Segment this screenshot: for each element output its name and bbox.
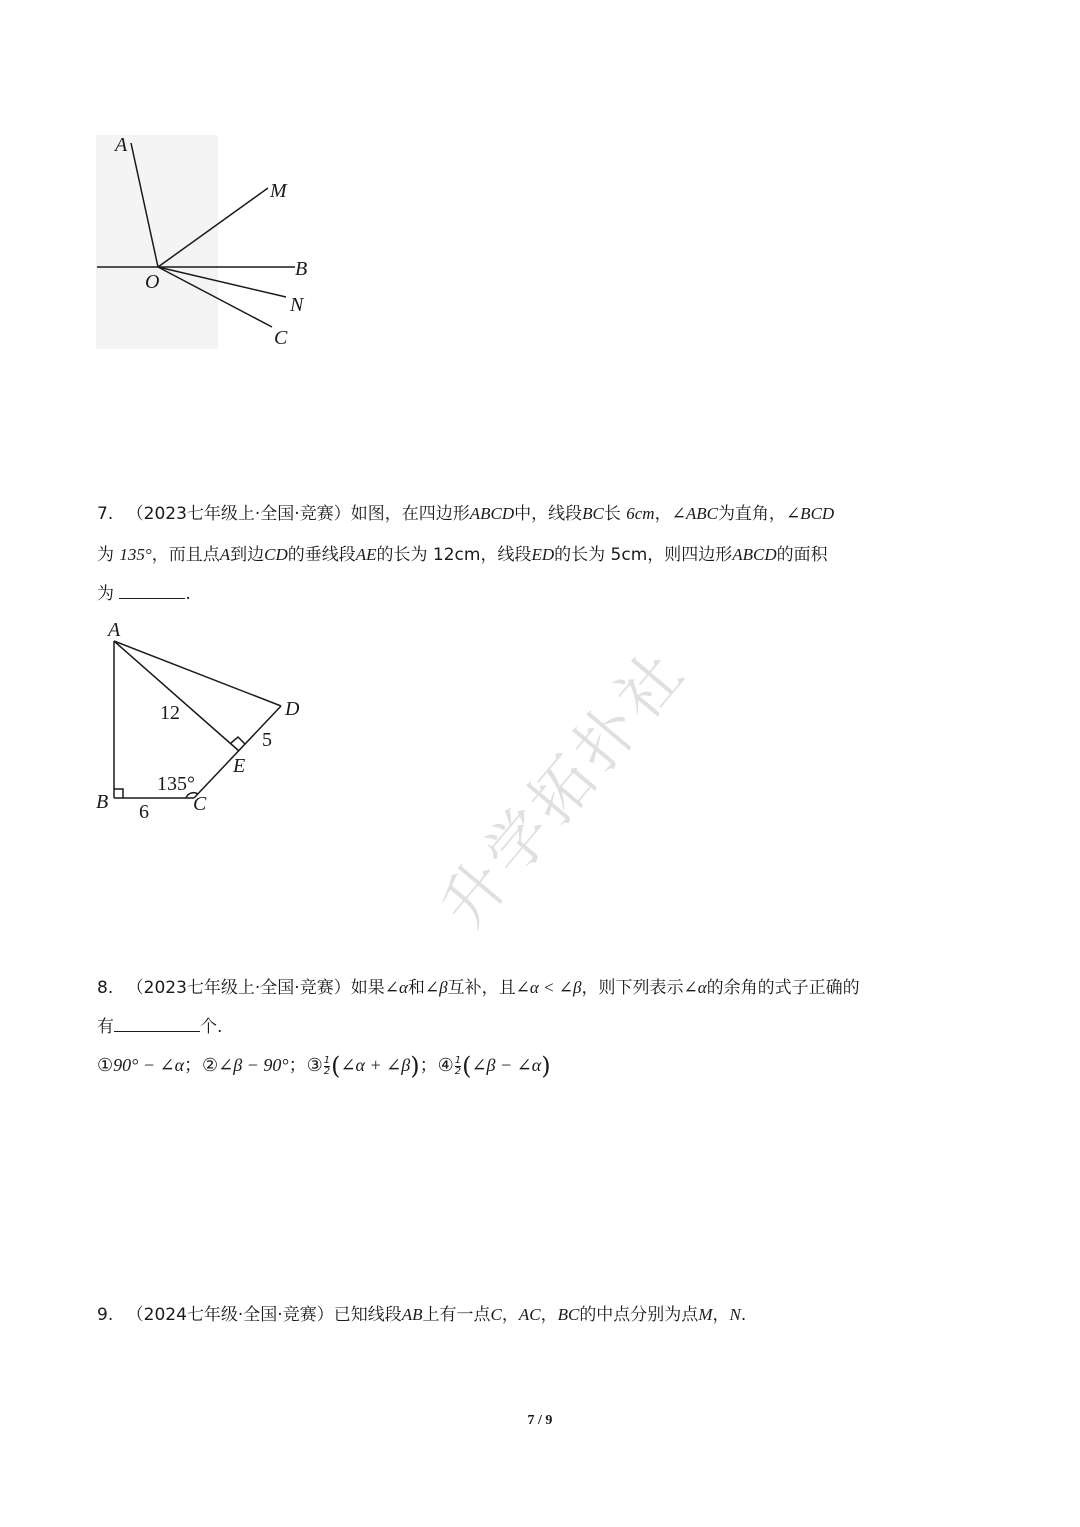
q7-text: .	[185, 584, 191, 604]
q7-math-cd: CD	[264, 545, 288, 564]
q7-text: ，	[654, 504, 672, 524]
q8-text: ，则下列表示	[581, 978, 684, 998]
q7-ae-length: 12cm	[432, 545, 481, 565]
label-a: A	[115, 134, 128, 156]
q7-bc-length: 6cm	[626, 504, 655, 523]
q8-answer-blank[interactable]	[114, 1015, 200, 1032]
q9-text: 已知线段	[333, 1305, 402, 1325]
q7-text: 中，线段	[514, 504, 583, 524]
label-c: C	[274, 327, 288, 349]
q8-option-2: ∠β − 90°	[218, 1055, 289, 1075]
figure-angles-around-o	[90, 125, 330, 355]
watermark: 升学拓扑社	[426, 634, 702, 942]
q8-line-2	[97, 1015, 222, 1038]
label-5: 5	[262, 729, 272, 751]
q8-separator: ；	[288, 1055, 307, 1076]
q8-option-3-mark: ③	[306, 1055, 323, 1076]
label-c: C	[193, 793, 207, 815]
q8-option-4-mark: ④	[437, 1055, 454, 1076]
q7-text: 为	[97, 545, 114, 565]
q7-number: 7.	[97, 504, 114, 524]
q9-text: 上有一点	[422, 1305, 491, 1325]
label-12: 12	[160, 702, 180, 724]
q8-fraction-half: $\frac{1}{2}$	[454, 1054, 462, 1077]
q9-text: ，	[540, 1305, 558, 1325]
q8-angle-alpha: ∠α	[683, 978, 707, 997]
q7-text: 的长为	[376, 545, 428, 565]
q8-text: 和	[407, 978, 425, 998]
label-b: B	[96, 791, 109, 813]
q9-line-1	[97, 1304, 746, 1326]
q9-math-ac: AC	[518, 1305, 541, 1324]
q7-text: 的垂线段	[287, 545, 356, 565]
q7-angle-abc: ∠ABC	[671, 504, 718, 523]
label-d: D	[285, 698, 300, 720]
q9-number: 9.	[97, 1305, 114, 1325]
q7-text: 如图，在四边形	[350, 504, 470, 524]
label-135: 135°	[157, 773, 195, 795]
q7-math-ed: ED	[531, 545, 555, 564]
q7-text: 到边	[230, 545, 265, 565]
label-b: B	[295, 258, 308, 280]
q8-inequality: ∠α < ∠β	[515, 978, 582, 997]
q8-text: 有	[97, 1017, 114, 1037]
q8-text: 个.	[200, 1017, 223, 1037]
q7-text: 长	[603, 504, 621, 524]
q8-text: 互补，且	[447, 978, 516, 998]
q8-source: （2023七年级上·全国·竞赛）	[126, 978, 351, 998]
q9-source: （2024七年级·全国·竞赛）	[126, 1305, 334, 1325]
q7-point-a: A	[219, 545, 231, 564]
q7-math-bc: BC	[582, 504, 604, 523]
q9-math-ab: AB	[401, 1305, 423, 1324]
q9-point-m: M	[698, 1305, 713, 1324]
q7-math-abcd: ABCD	[469, 504, 515, 523]
q7-line-1	[97, 503, 834, 525]
figure-quadrilateral-abcd	[90, 612, 320, 827]
q8-line-1	[97, 977, 860, 999]
label-n: N	[290, 294, 304, 316]
q7-text: 为	[97, 584, 114, 604]
q9-text: ，	[712, 1305, 730, 1325]
q8-option-4: ∠β − ∠α	[471, 1055, 542, 1075]
q7-text: 的面积	[776, 545, 828, 565]
label-6: 6	[139, 801, 149, 823]
q7-text: 为直角，	[717, 504, 786, 524]
q7-line-2	[97, 544, 828, 566]
q7-math-ae: AE	[355, 545, 377, 564]
q7-math-abcd: ABCD	[732, 545, 777, 564]
label-a: A	[108, 619, 121, 641]
page-number: 7 / 9	[527, 1413, 553, 1428]
label-m: M	[270, 180, 287, 202]
label-e: E	[233, 755, 246, 777]
q7-line-3	[97, 582, 191, 605]
label-o: O	[145, 271, 160, 293]
q7-ed-length: 5cm	[610, 545, 648, 565]
q8-options: ①90° − ∠α；②∠β − 90°；③ $\frac{1}{2}$ (∠α + ∠β)；④ $\frac{1}{2}$ (∠β − ∠α)	[97, 1052, 551, 1080]
q8-separator: ；	[184, 1055, 203, 1076]
q8-option-1-mark: ①	[97, 1055, 114, 1076]
q8-fraction-half: $\frac{1}{2}$	[323, 1054, 331, 1077]
q9-text: 的中点分别为点	[579, 1305, 699, 1325]
q9-point-c: C	[490, 1305, 502, 1324]
q8-option-1: 90° − ∠α	[113, 1055, 185, 1075]
q8-separator: ；	[419, 1055, 438, 1076]
q8-number: 8.	[97, 978, 114, 998]
q8-option-3: ∠α + ∠β	[340, 1055, 411, 1075]
q8-angle-alpha: ∠α	[384, 978, 408, 997]
q7-source: （2023七年级上·全国·竞赛）	[126, 504, 351, 524]
q8-text: 的余角的式子正确的	[706, 978, 860, 998]
q9-text: ，	[501, 1305, 519, 1325]
q7-text: ，而且点	[151, 545, 220, 565]
q7-deg-135: 135°	[119, 545, 152, 564]
q7-text: ，则四边形	[647, 545, 733, 565]
q9-point-n: N	[729, 1305, 741, 1324]
q7-angle-bcd: ∠BCD	[785, 504, 835, 523]
q8-option-2-mark: ②	[202, 1055, 219, 1076]
q7-text: ，线段	[480, 545, 532, 565]
q8-text: 如果	[350, 978, 385, 998]
q9-math-bc: BC	[557, 1305, 580, 1324]
q7-answer-blank[interactable]	[119, 582, 185, 599]
q7-text: 的长为	[554, 545, 606, 565]
q9-text: .	[740, 1305, 747, 1325]
q8-angle-beta: ∠β	[424, 978, 448, 997]
